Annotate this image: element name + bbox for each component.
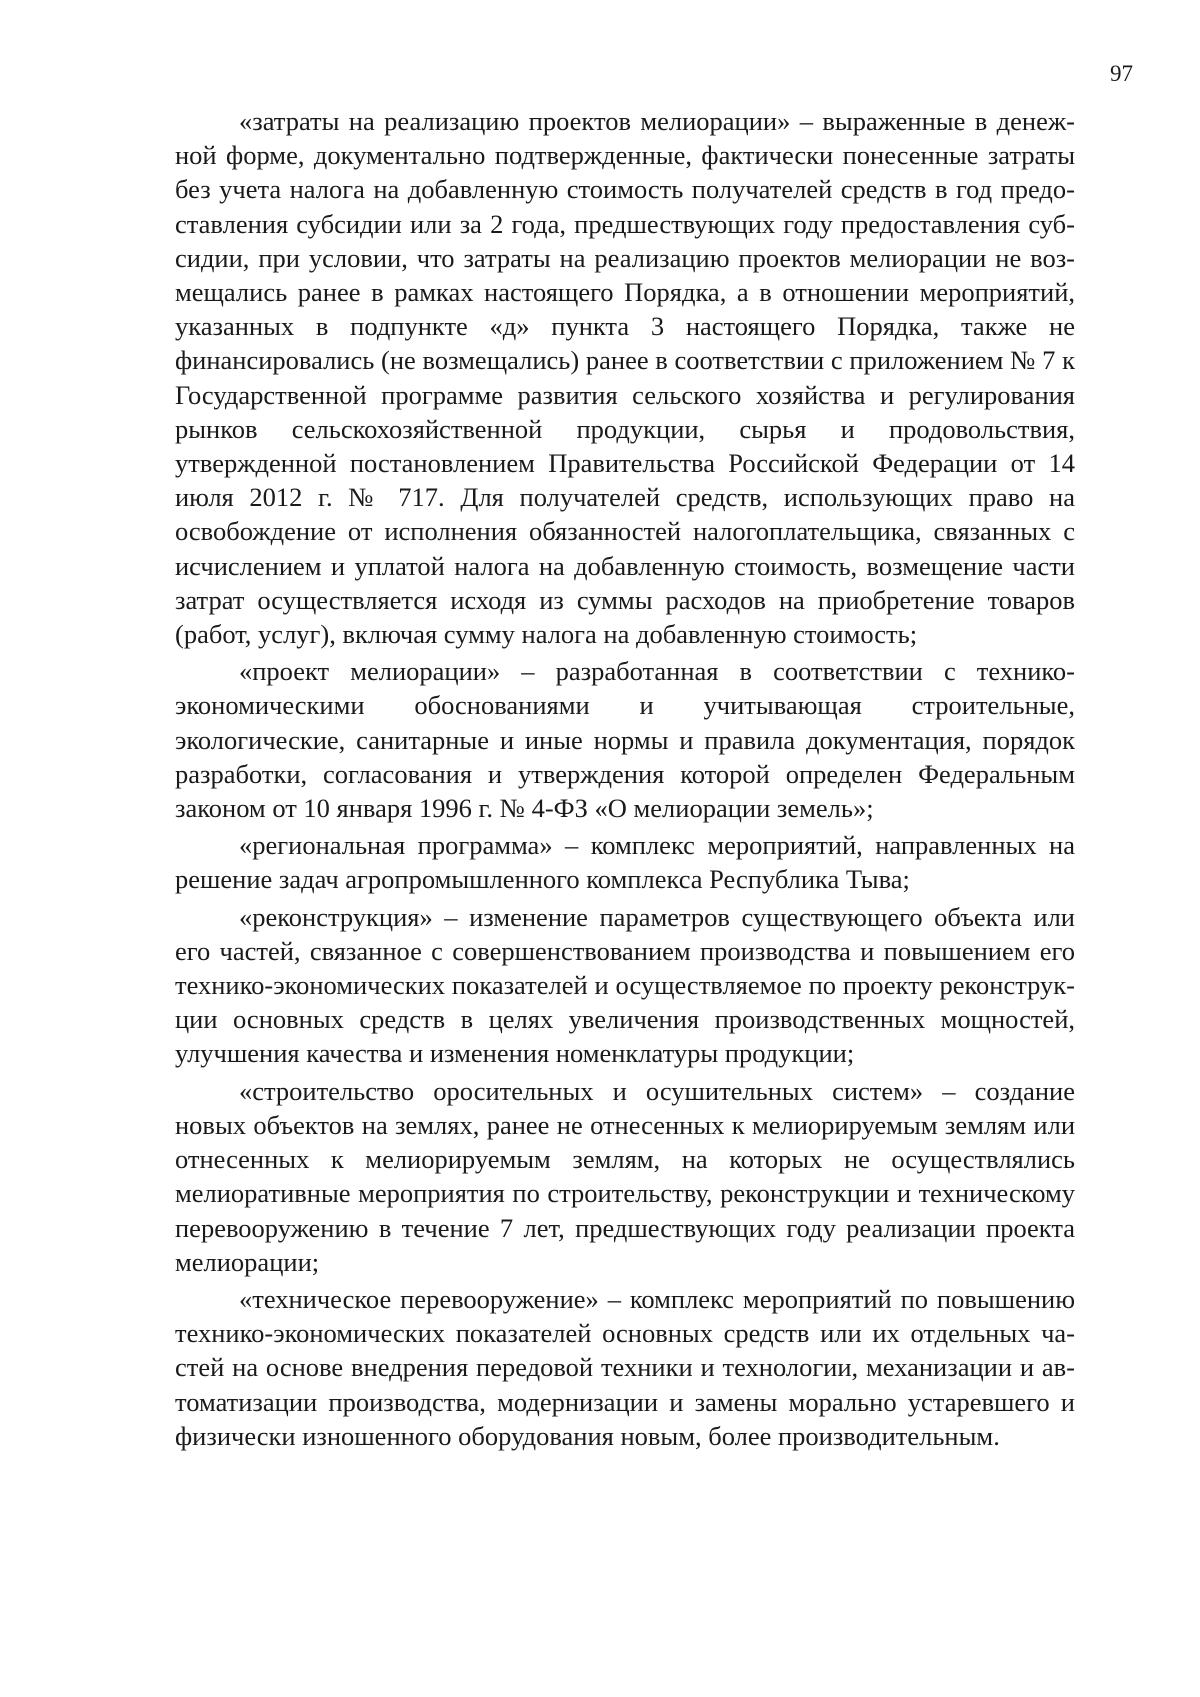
paragraph-irrigation-construction-definition: «строительство оросительных и осушительных систем» – создание новых объектов на землях, ранее не отнесенных к мелиорируемым землям или отнесенных к мелиорируемым землям, на которых не осуществлялись мелиоративные мероприятия по строительству, реконструкции и техническому перевооружению в течение 7 лет, предшествующих году реализации проекта мелиорации;: [175, 1075, 1075, 1277]
paragraph-regional-program-definition: «региональная программа» – комплекс мероприятий, направленных на решение задач агропромышленного комплекса Республика Тыва;: [175, 830, 1075, 895]
page-number: 97: [1110, 61, 1133, 86]
paragraph-costs-definition: «затраты на реализацию проектов мелиорации» – выраженные в денежной форме, документально подтвержденные, фактически понесенные затраты без учета налога на добавленную стоимость получателей средств в год предоставления субсидии или за 2 года, предшествующих году предоставления субсидии, при условии, что затраты на реализацию проектов мелиорации не возмещались ранее в рамках настоящего Порядка, а в отношении мероприятий, указанных в подпункте «д» пункта 3 настоящего Порядка, также не финансировались (не возмещались) ранее в соответствии с приложением № 7 к Государственной программе развития сельского хозяйства и регулирования рынков сельскохозяйственной продукции, сырья и продовольствия, утвержденной постановлением Правительства Российской Федерации от 14 июля 2012 г. № 717. Для получателей средств, использующих право на освобождение от исполнения обязанностей налогоплательщика, связанных с исчислением и уплатой налога на добавленную стоимость, возмещение части затрат осуществляется исходя из суммы расходов на приобретение товаров (работ, услуг), включая сумму налога на добавленную стоимость;: [175, 106, 1075, 650]
paragraph-reconstruction-definition: «реконструкция» – изменение параметров существующего объекта или его частей, связанное с совершенствованием производства и повышением его технико-экономических показателей и осуществляемое по проекту реконструкции основных средств в целях увеличения производственных мощностей, улучшения качества и изменения номенклатуры продукции;: [175, 901, 1075, 1069]
document-body: [175, 104, 1075, 1456]
paragraph-technical-reequipment-definition: «техническое перевооружение» – комплекс мероприятий по повышению технико-экономических показателей основных средств или их отдельных частей на основе внедрения передовой техники и технологии, механизации и автоматизации производства, модернизации и замены морально устаревшего и физически изношенного оборудования новым, более производительным.: [175, 1283, 1075, 1451]
paragraph-melioration-project-definition: «проект мелиорации» – разработанная в соответствии с технико-экономическими обоснованиями и учитывающая строительные, экологические, санитарные и иные нормы и правила документация, порядок разработки, согласования и утверждения которой определен Федеральным законом от 10 января 1996 г. № 4-ФЗ «О мелиорации земель»;: [175, 656, 1075, 824]
